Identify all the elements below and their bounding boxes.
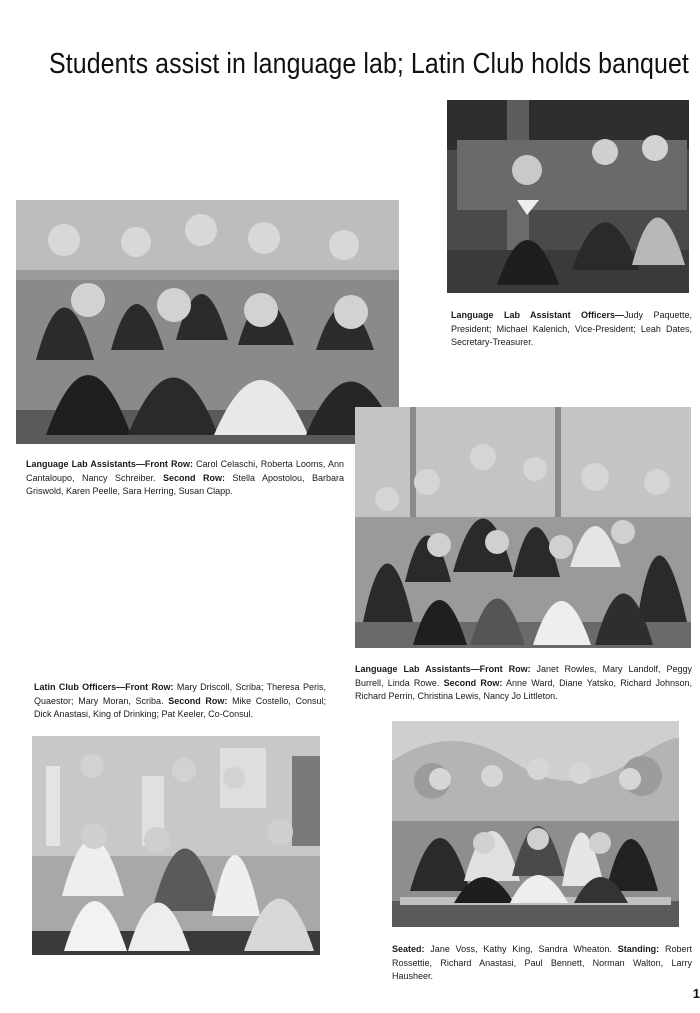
page-number: 1: [692, 986, 700, 1001]
seated-label: Seated:: [392, 944, 425, 954]
latin-officers-photo: [32, 736, 320, 955]
caption-heading: Language Lab Assistant Officers: [451, 310, 616, 320]
seated-names: Jane Voss, Kathy King, Sandra Wheaton.: [424, 944, 618, 954]
front-row-names: Carol Celaschi, Roberta Looms, Ann Cantaloupo, Nancy Schreiber.: [26, 459, 344, 483]
assistants-photo-one: [16, 200, 399, 444]
latin-club-photo: [392, 721, 679, 927]
latin-officers-caption: [34, 681, 326, 722]
second-row-names: Anne Ward, Diane Yatsko, Richard Johnson, Richard Perrin, Christina Lewis, Nancy Jo Littleton.: [355, 677, 692, 701]
front-row-label: Front Row:: [144, 459, 193, 469]
second-row-names: Stella Apostolou, Barbara Griswold, Karen Peelle, Sara Herring, Susan Clapp.: [26, 472, 344, 496]
caption-separator: —: [470, 664, 480, 674]
assistants-one-caption: [26, 458, 344, 499]
front-row-label: Front Row:: [125, 682, 174, 692]
front-row-names: Janet Rowles, Mary Landolf, Peggy Burrell, Linda Rowe.: [355, 664, 692, 688]
assistants-photo-two: [355, 407, 691, 648]
officers-caption: [451, 309, 692, 350]
caption-heading: Language Lab Assistants: [26, 459, 136, 469]
caption-heading: Latin Club Officers: [34, 682, 117, 692]
caption-separator: —: [135, 459, 145, 469]
second-row-label: Second Row:: [443, 677, 503, 688]
front-row-label: Front Row:: [479, 664, 531, 674]
standing-names: Robert Rossettie, Richard Anastasi, Paul Bennett, Norman Walton, Larry Hausheer.: [392, 944, 692, 981]
latin-club-caption: [392, 943, 692, 984]
officers-photo: [447, 100, 689, 293]
caption-separator: —: [116, 682, 126, 692]
caption-heading: Language Lab Assistants: [355, 664, 471, 674]
second-row-label: Second Row:: [163, 472, 225, 483]
caption-text: Judy Paquette, President; Michael Kalenich, Vice-President; Leah Dates, Secretary-Treasurer.: [451, 310, 692, 347]
second-row-label: Second Row:: [168, 695, 228, 706]
caption-separator: —: [615, 310, 625, 320]
front-row-names: Mary Driscoll, Scriba; Theresa Peris, Quaestor; Mary Moran, Scriba.: [34, 682, 327, 706]
assistants-two-caption: [355, 663, 692, 704]
page-headline: Students assist in language lab; Latin Club holds banquet: [49, 48, 689, 80]
second-row-names: Mike Costello, Consul; Dick Anastasi, King of Drinking; Pat Keeler, Co-Consul.: [34, 695, 326, 719]
standing-label: Standing:: [617, 944, 660, 954]
